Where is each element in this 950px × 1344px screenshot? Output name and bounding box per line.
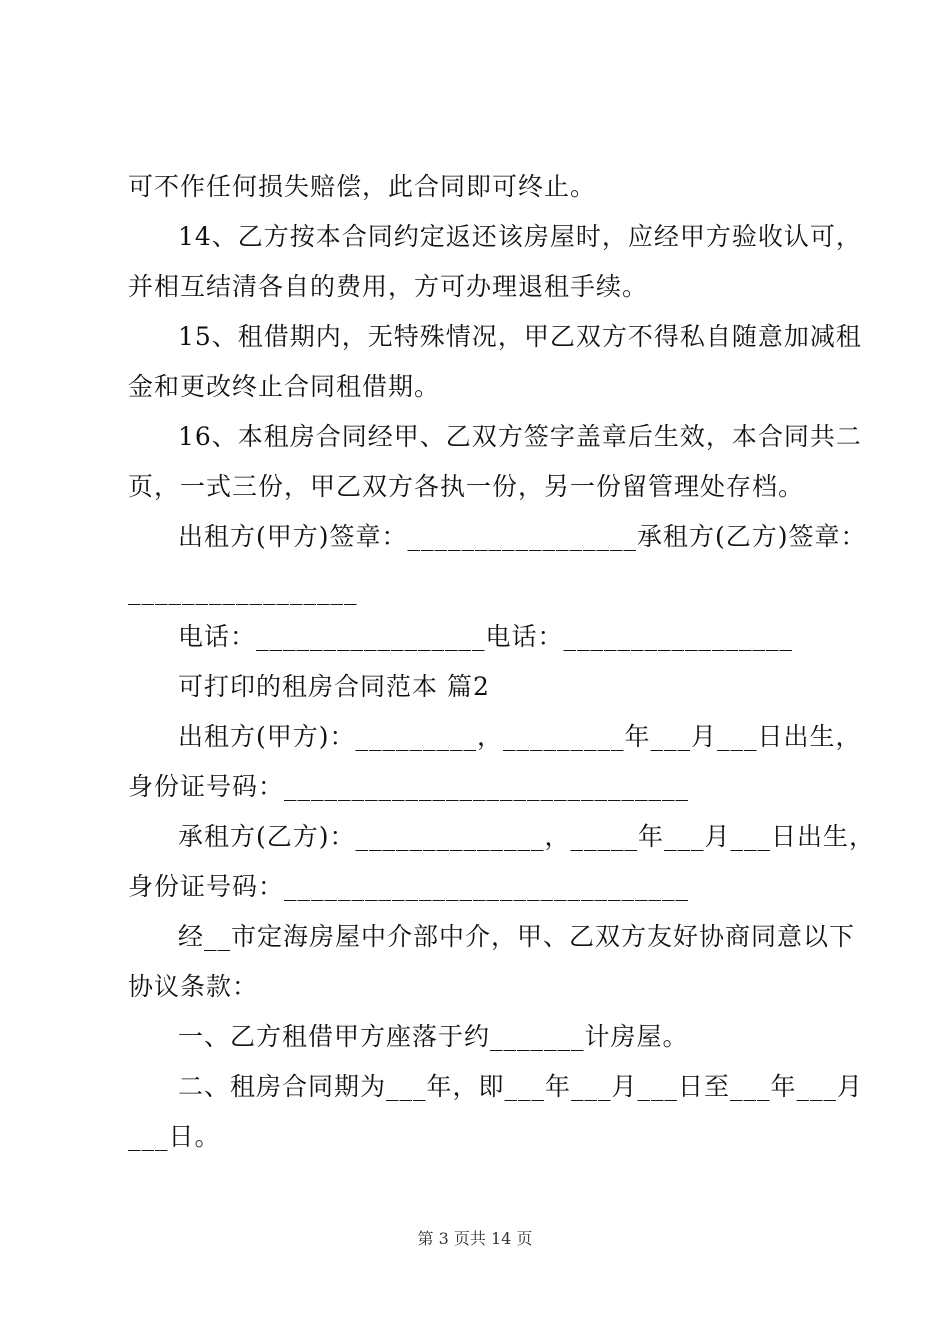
article-2-line-1: 二、租房合同期为___年，即___年___月___日至___年___月 [178, 1072, 864, 1101]
article-2-line-2: ___日。 [128, 1122, 221, 1151]
article-1-line: 一、乙方租借甲方座落于约_______计房屋。 [178, 1022, 689, 1051]
clause-14-line-1: 14、乙方按本合同约定返还该房屋时，应经甲方验收认可， [178, 222, 862, 251]
agency-line-2: 协议条款： [128, 972, 259, 1001]
section-heading: 可打印的租房合同范本 篇2 [178, 672, 490, 701]
clause-16-line-2: 页，一式三份，甲乙双方各执一份，另一份留管理处存档。 [128, 472, 805, 501]
lessor-line: 出租方(甲方)：_________，_________年___月___日出生， [178, 722, 862, 751]
page-number-footer: 第 3 页共 14 页 [417, 1229, 533, 1248]
agency-line-1: 经__市定海房屋中介部中介，甲、乙双方友好协商同意以下 [178, 922, 856, 951]
clause-14-line-2: 并相互结清各自的费用，方可办理退租手续。 [128, 272, 649, 301]
clause-15-line-1: 15、租借期内，无特殊情况，甲乙双方不得私自随意加减租 [178, 322, 862, 351]
lessor-id-line: 身份证号码：______________________________ [128, 772, 690, 801]
clause-15-line-2: 金和更改终止合同租借期。 [128, 372, 441, 401]
phone-line: 电话：_________________电话：_________________ [178, 622, 794, 651]
paragraph-line: 可不作任何损失赔偿，此合同即可终止。 [128, 172, 597, 201]
signature-blank-line: _________________ [128, 576, 358, 605]
clause-16-line-1: 16、本租房合同经甲、乙双方签字盖章后生效，本合同共二 [178, 422, 862, 451]
signature-line: 出租方(甲方)签章：_________________承租方(乙方)签章： [178, 522, 867, 551]
lessee-id-line: 身份证号码：______________________________ [128, 872, 690, 901]
lessee-line: 承租方(乙方)：______________，_____年___月___日出生， [178, 822, 876, 851]
